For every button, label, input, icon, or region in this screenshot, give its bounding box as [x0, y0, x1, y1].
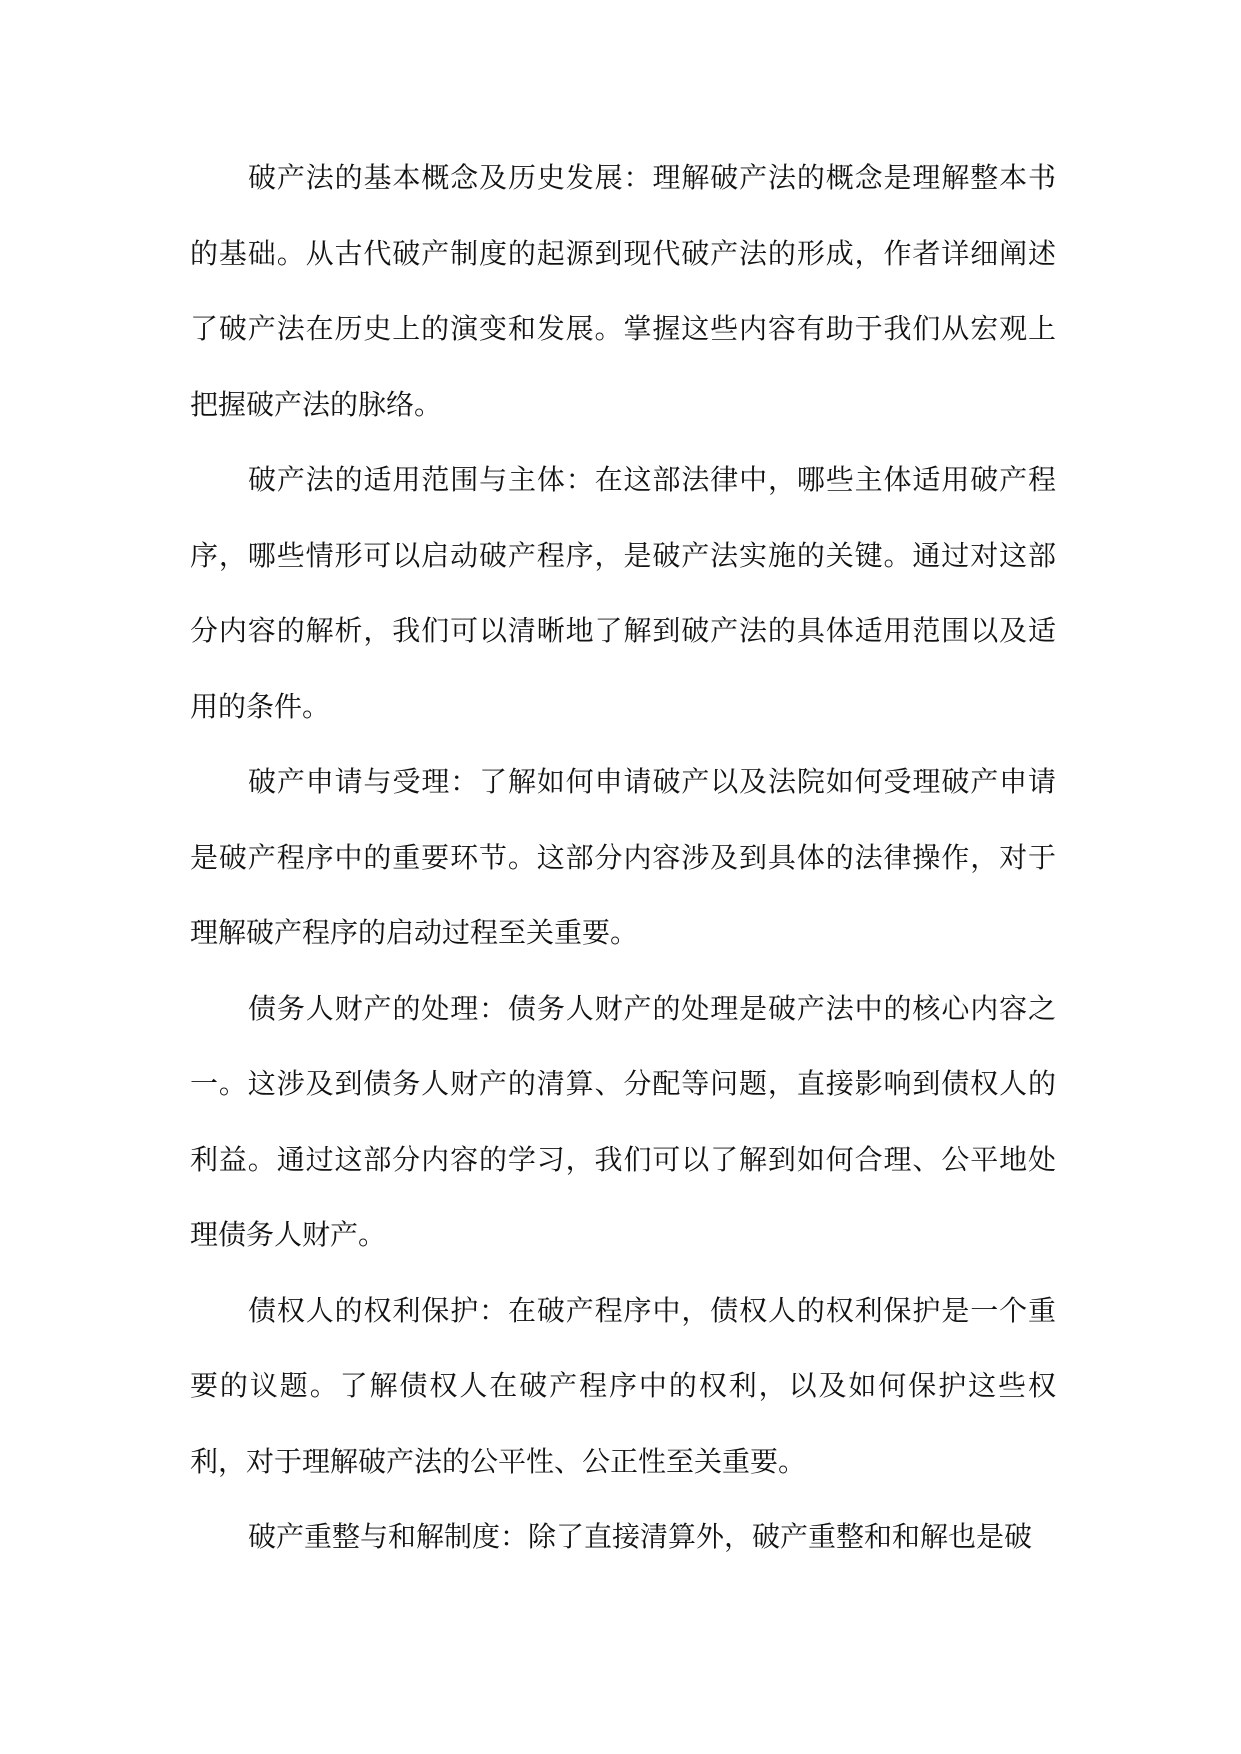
- paragraph-reorganization: 破产重整与和解制度：除了直接清算外，破产重整和和解也是破: [248, 1520, 1033, 1553]
- paragraph-creditor-rights: 债权人的权利保护：在破产程序中，债权人的权利保护是一个重要的议题。了解债权人在破产程序中的权利，以及如何保护这些权利，对于理解破产法的公平性、公正性至关重要。: [190, 1293, 1056, 1478]
- paragraph-debtor-property: 债务人财产的处理：债务人财产的处理是破产法中的核心内容之一。这涉及到债务人财产的清算、分配等问题，直接影响到债权人的利益。通过这部分内容的学习，我们可以了解到如何合理、公平地处理债务人财产。: [190, 991, 1056, 1251]
- document-body: [190, 140, 1056, 1575]
- paragraph-scope-subjects: 破产法的适用范围与主体：在这部法律中，哪些主体适用破产程序，哪些情形可以启动破产程序，是破产法实施的关键。通过对这部分内容的解析，我们可以清晰地了解到破产法的具体适用范围以及适用的条件。: [190, 463, 1056, 723]
- paragraph-basic-concepts: 破产法的基本概念及历史发展：理解破产法的概念是理解整本书的基础。从古代破产制度的起源到现代破产法的形成，作者详细阐述了破产法在历史上的演变和发展。掌握这些内容有助于我们从宏观上把握破产法的脉络。: [190, 161, 1056, 421]
- paragraph-application-acceptance: 破产申请与受理：了解如何申请破产以及法院如何受理破产申请是破产程序中的重要环节。这部分内容涉及到具体的法律操作，对于理解破产程序的启动过程至关重要。: [190, 765, 1056, 949]
